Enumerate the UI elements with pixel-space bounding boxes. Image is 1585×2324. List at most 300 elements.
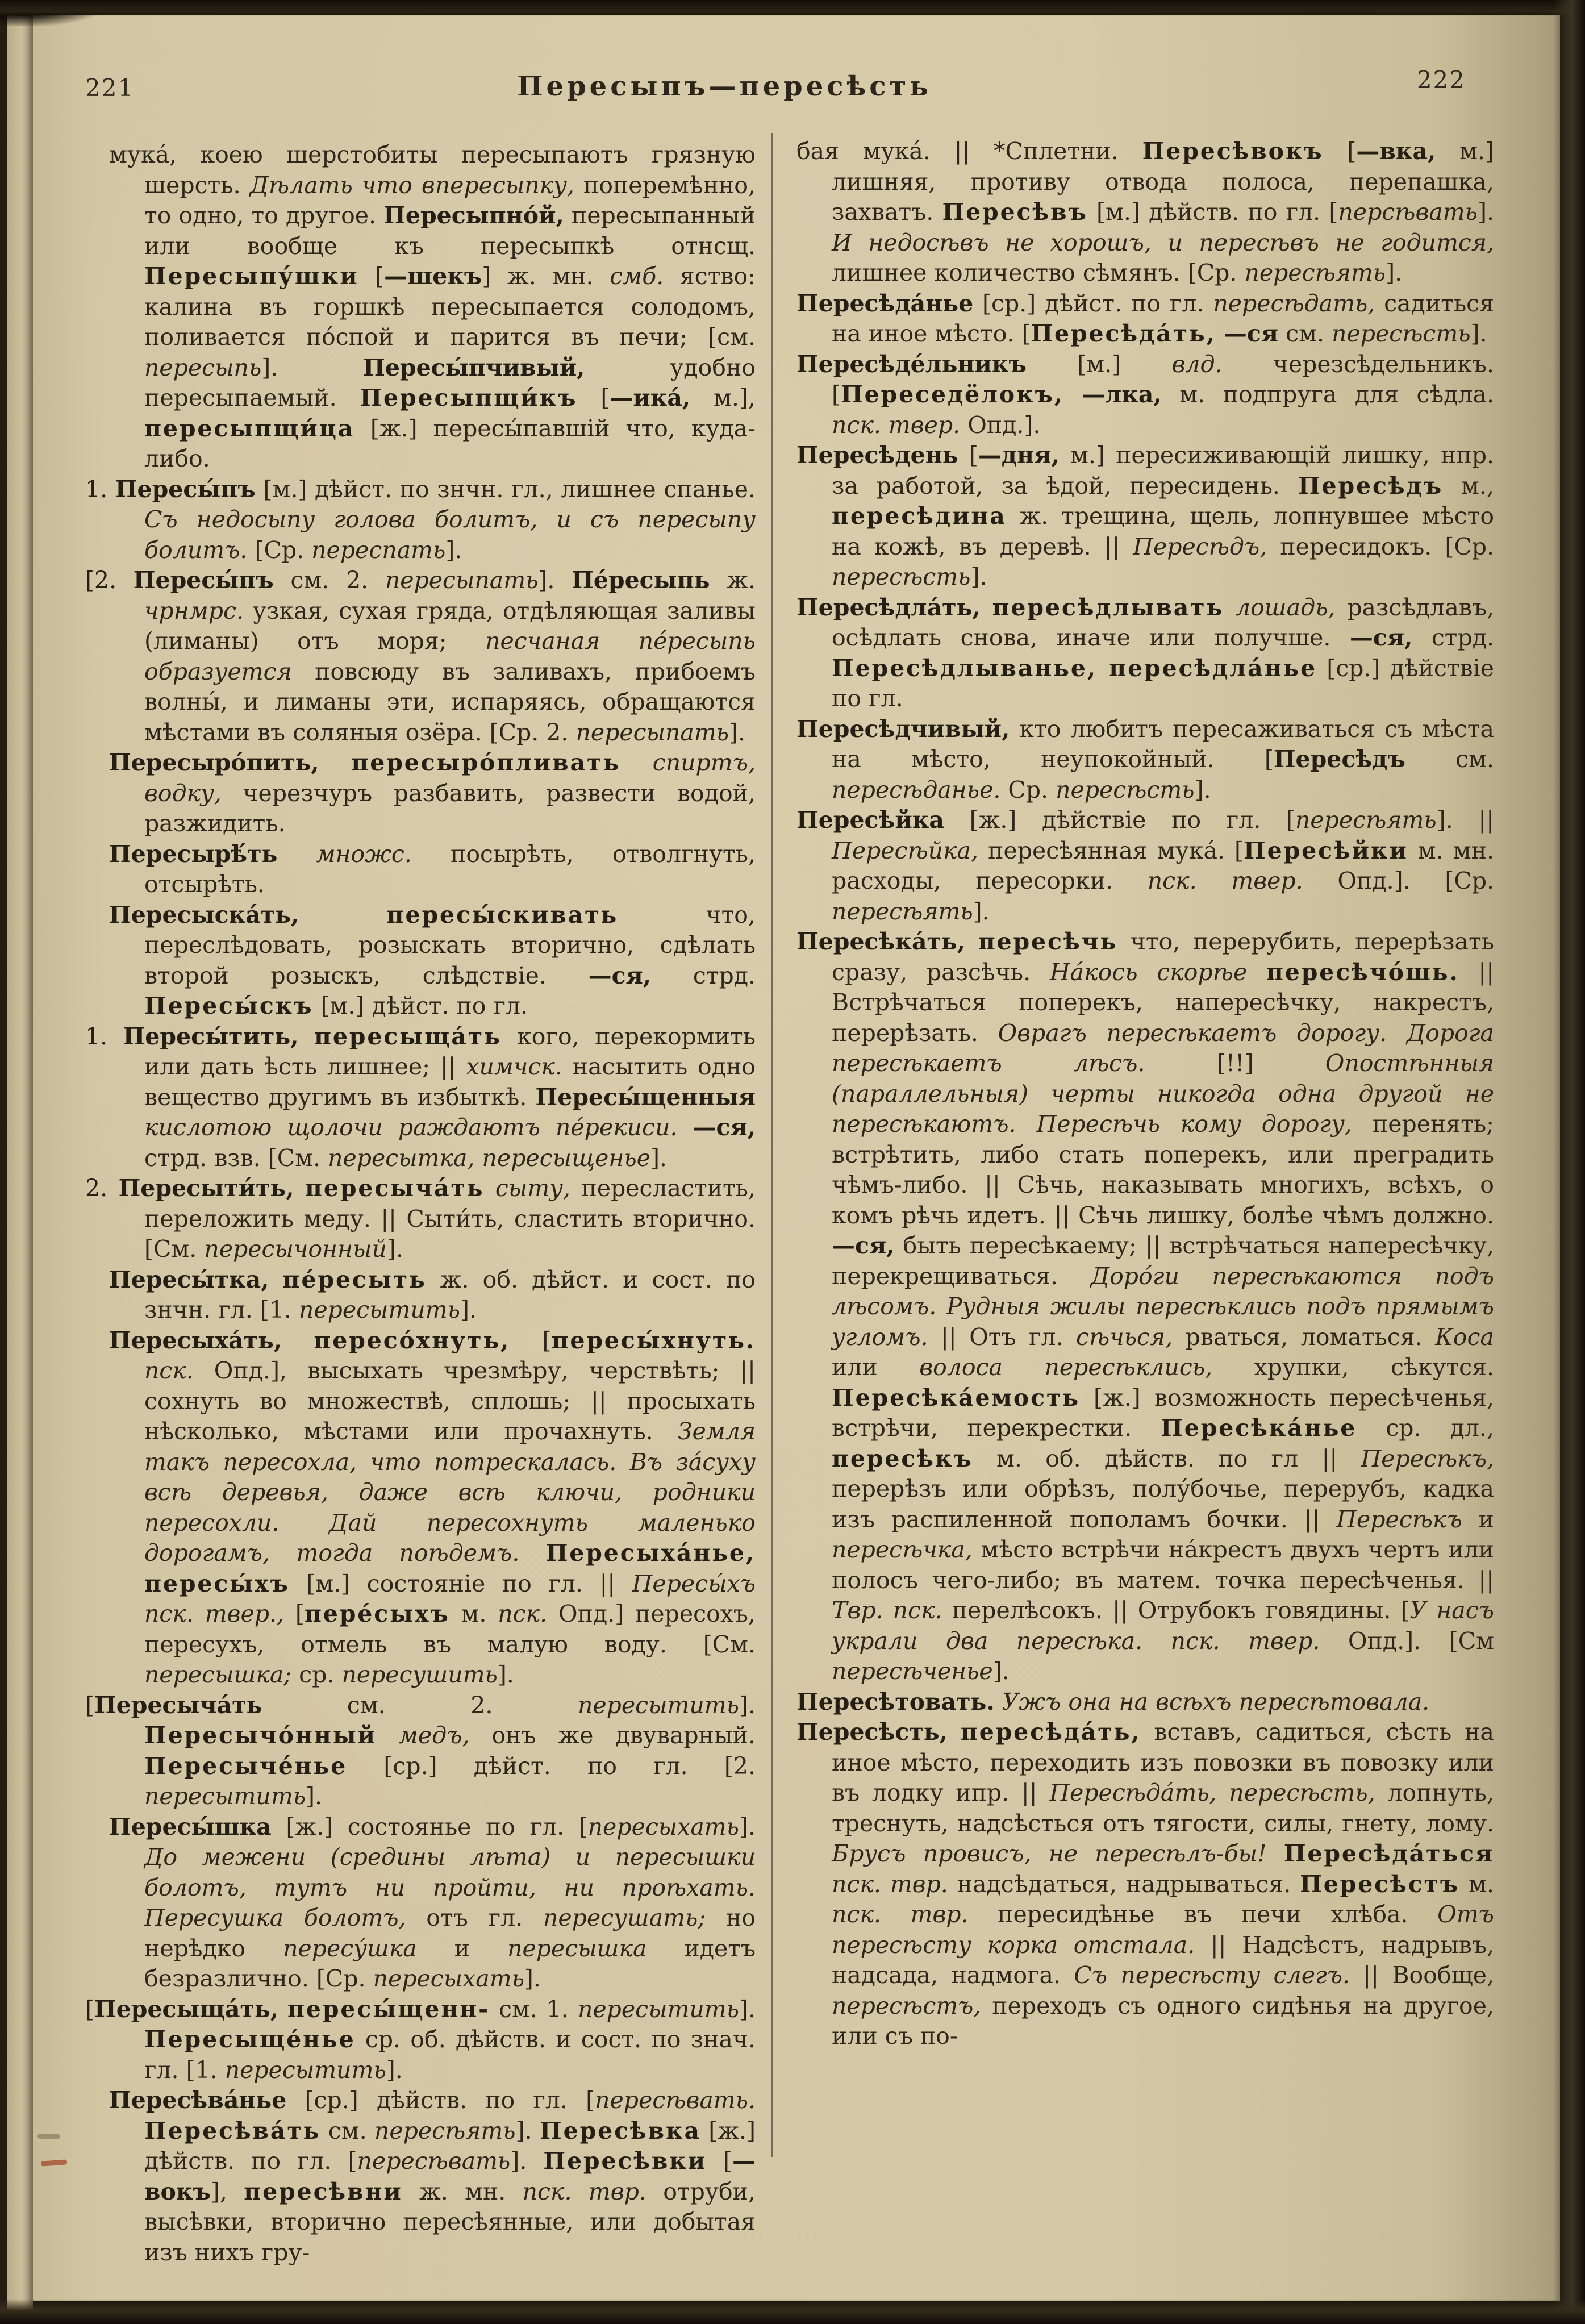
text-run: пересѣвать. xyxy=(595,2086,756,2114)
text-run: вставъ, садиться, сѣсть на иное мѣсто, переходить изъ повозки въ повозку или въ лодку ипр. || xyxy=(832,1718,1494,1806)
text-run: Опд.], высыхать чрезмѣру, черствѣть; || сохнуть во множествѣ, сплошь; || просыхать нѣсколько, мѣстами или прочахнуть. xyxy=(144,1357,756,1445)
text-run: множс. xyxy=(316,840,412,868)
text-run xyxy=(1142,1627,1171,1655)
text-run: песчаная пе́ресыпь образуется xyxy=(144,627,756,685)
text-run: узкая, сухая гряда, отдѣляющая заливы (лиманы) отъ моря; xyxy=(144,597,756,655)
text-run: Пересѣдъ xyxy=(1273,745,1405,773)
text-run: Пересѣдъ, xyxy=(1133,532,1267,560)
page-edge-bottom xyxy=(0,2299,1585,2324)
text-run: кислотою щолочи раждаютъ пе́рекиси. xyxy=(144,1114,678,1141)
text-run: [ xyxy=(1323,138,1357,165)
text-run: Пересы́пчивый, xyxy=(363,353,585,381)
text-run: —дня, xyxy=(978,442,1060,469)
pencil-smudge xyxy=(37,2134,60,2139)
text-run: идетъ безразлично. [Ср. xyxy=(144,1934,756,1992)
text-run: пересыпь xyxy=(144,353,262,381)
text-run: чрнмрс. xyxy=(144,597,244,624)
text-run: Дѣлать что впересыпку, xyxy=(249,171,574,199)
text-run: || Надсѣстъ, надрывъ, надсада, надмога. xyxy=(832,1931,1494,1989)
text-run: 1. xyxy=(85,475,115,503)
text-run: ]. || xyxy=(1436,806,1494,834)
text-run: пск. твр. xyxy=(522,2177,646,2205)
text-run: || Встрѣчаться поперекъ, напересѣчку, накрестъ, перерѣзать. xyxy=(832,958,1495,1047)
text-run: лишнее количество сѣмянъ. [Ср. xyxy=(832,259,1245,286)
text-run: пересѣчка, xyxy=(832,1536,973,1563)
text-run: [ж.] пересы́павшій что, куда-либо. xyxy=(144,414,756,472)
text-run: Пересѣвка xyxy=(540,2117,701,2144)
text-run: [ xyxy=(85,1995,94,2023)
text-run: Пересыпщи́къ xyxy=(360,384,578,411)
text-run: пересѣченье xyxy=(832,1657,993,1685)
dictionary-entry xyxy=(85,1994,756,2086)
text-run: [м.] xyxy=(1026,350,1172,378)
text-run: Пересы́скъ xyxy=(144,992,314,1019)
text-run: ]. xyxy=(497,1661,514,1688)
text-run xyxy=(484,1175,495,1202)
text-run: [ xyxy=(358,263,385,290)
text-run: пересѣстъ, xyxy=(832,1992,981,2019)
text-run: пересѣять xyxy=(832,897,973,925)
text-run: пересытить xyxy=(577,1995,739,2023)
text-run: Пересы́тка, xyxy=(109,1265,269,1293)
text-run: пересу́шка xyxy=(283,1934,417,1962)
dictionary-entry xyxy=(109,2085,756,2268)
text-run: [ж.] возможность пересѣченья, встрѣчи, перекрестки. xyxy=(832,1384,1494,1442)
text-run: ]. xyxy=(445,536,462,564)
text-run: хрупки, сѣкутся. xyxy=(1212,1353,1494,1381)
text-run: [2. xyxy=(85,567,134,594)
text-run: Пересѣвокъ xyxy=(1142,138,1324,165)
text-run: ]. xyxy=(970,563,987,590)
text-run: Пересѣстъ xyxy=(1300,1870,1460,1898)
text-run: кто любитъ пересаживаться съ мѣста на мѣсто, неупокойный. [ xyxy=(832,715,1494,773)
text-run: ср. дл., xyxy=(1357,1414,1494,1442)
text-run: Пересыро́пить, xyxy=(109,749,319,776)
text-run: Пересѣдень xyxy=(796,442,958,469)
text-run: ж. трещина, щель, лопнувшее мѣсто на кожѣ, въ деревѣ. || xyxy=(832,502,1494,560)
text-run: Пересѣдла́ть, xyxy=(796,593,981,621)
text-run: Пе́ресыпь xyxy=(572,567,710,594)
text-run: стрд. взв. [См. xyxy=(144,1144,328,1172)
text-column-right xyxy=(796,136,1494,2052)
text-run xyxy=(519,1539,545,1567)
text-run: [Ср. xyxy=(247,536,312,564)
text-run: Пересырѣ́ть xyxy=(109,840,278,868)
text-run: пере́сыхъ xyxy=(304,1600,450,1627)
text-run: ]. xyxy=(510,2147,544,2175)
text-run xyxy=(965,928,978,955)
text-run: Пересы́хъ пск. твер., xyxy=(144,1569,756,1627)
text-run: пересы́скивать xyxy=(386,901,619,928)
text-run: пересышка; xyxy=(144,1661,292,1688)
text-run: До межени (средины лѣта) и пересышки болотъ, тутъ ни пройти, ни проѣхать. Пересушка болотъ, xyxy=(144,1843,756,1931)
text-run: ]. xyxy=(386,2056,403,2084)
text-run: химчск. xyxy=(466,1053,562,1080)
text-run: Пересѣва́нье xyxy=(109,2086,287,2114)
text-run: Пересѣда́ться xyxy=(1283,1840,1494,1867)
text-run: Пересыти́ть, xyxy=(118,1175,294,1202)
text-run: сыту, xyxy=(495,1175,570,1202)
text-run: [ xyxy=(284,1600,305,1627)
text-run: что, переслѣдовать, розыскать вторично, сдѣлать второй розыскъ, слѣдствіе. xyxy=(144,901,756,989)
text-run: ]. xyxy=(261,353,364,381)
text-run: спиртъ, водку, xyxy=(144,749,756,807)
text-run: Пересѣвъ xyxy=(942,198,1088,226)
text-run: Пересѣде́льникъ xyxy=(796,350,1027,378)
text-run: персѣвать xyxy=(1338,198,1478,226)
text-run: повсюду въ заливахъ, прибоемъ волны́, и лиманы эти, испаряясь, обращаются мѣстами въ соляныя озёра. [Ср. 2. xyxy=(144,657,756,746)
text-run: Пересѣйки xyxy=(1244,836,1408,864)
text-run: —ся, xyxy=(588,961,652,989)
text-run: пересѣда́ть, xyxy=(960,1718,1141,1746)
text-run: Пересыска́ть, xyxy=(109,901,299,928)
text-run: Коса xyxy=(1435,1323,1494,1351)
text-run: лошадь, xyxy=(1236,593,1336,621)
text-run: отруби, высѣвки, вторично пересѣянные, или добытая изъ нихъ гру- xyxy=(144,2177,756,2266)
text-run: ]. xyxy=(1477,198,1494,226)
text-run: пересытить xyxy=(224,2056,386,2084)
text-run: [м.] дѣйст. по знчн. гл., лишнее спанье. xyxy=(255,475,756,503)
text-run xyxy=(269,1266,282,1293)
text-run: [ xyxy=(958,442,978,469)
text-run: [ср.] дѣйст. по гл. xyxy=(973,289,1213,317)
text-run xyxy=(995,1688,1002,1715)
page-number-right: 222 xyxy=(1416,66,1466,94)
text-run: удобно пересыпаемый. xyxy=(144,353,756,411)
text-run: ] ж. мн. xyxy=(482,263,610,290)
text-run: мука́, коею шерстобиты пересыпаютъ грязную шерсть. xyxy=(109,141,756,199)
dictionary-entry xyxy=(109,1265,756,1326)
text-run: Твр. пск. xyxy=(832,1597,942,1624)
text-run: Съ недосыпу голова болитъ, и съ пересыпу болитъ. xyxy=(144,506,756,564)
text-run: || Отъ гл. xyxy=(928,1323,1077,1351)
text-run: быть пересѣкаему; || встрѣчаться напересѣчку, перекрещиваться. xyxy=(832,1232,1494,1290)
text-run: ]. xyxy=(515,2117,540,2144)
text-run: м. подпруга для сѣдла. xyxy=(1161,381,1494,408)
text-run: Отъ пересѣсту корка отстала. xyxy=(832,1901,1494,1959)
text-run: Опостѣнныя (параллельныя) черты никогда одна другой не пересѣкаютъ. Пересѣчь кому дорогу, xyxy=(832,1049,1494,1138)
text-run xyxy=(1224,594,1236,621)
text-run: ж. мн. xyxy=(402,2177,523,2205)
text-run: м.] лишняя, противу отвода полоса, перепашка, захватъ. xyxy=(832,138,1495,226)
text-run xyxy=(1267,1840,1284,1867)
text-run: || Вообще, xyxy=(1350,1961,1494,1989)
text-run: кого, перекормить или дать ѣсть лишнее; || xyxy=(144,1022,756,1080)
text-run: пересѣсть xyxy=(1332,320,1471,347)
text-run: пересидокъ. [Ср. xyxy=(1267,532,1494,560)
text-run: Пересѣда́ть, xyxy=(1031,320,1216,347)
text-run: перерѣзъ или обрѣзъ, полу́бочье, перерубъ, кадка изъ распиленной пополамъ бочки. || xyxy=(832,1475,1494,1533)
text-run: ж. xyxy=(710,567,756,594)
text-run: Доро́ги пересѣкаются подъ лѣсомъ. Рудныя жилы пересѣклись подъ прямымъ угломъ. xyxy=(832,1262,1494,1351)
text-run: пск. твр. xyxy=(832,1901,969,1928)
text-run: пересы́хнуть. xyxy=(551,1326,756,1354)
text-run: [ж.] состоянье по гл. [ xyxy=(271,1813,588,1840)
text-run: Пересыпно́й, xyxy=(383,202,564,229)
text-run: надсѣдаться, надрываться. xyxy=(948,1870,1300,1898)
text-run: или xyxy=(832,1353,920,1381)
text-run: рваться, ломаться. xyxy=(1173,1323,1436,1351)
text-run: [м.] дѣйств. по гл. [ xyxy=(1087,198,1338,226)
text-run: бая мука́. || *Сплетни. xyxy=(796,138,1142,165)
text-run: Брусъ провисъ, не пересѣлъ-бы! xyxy=(832,1840,1267,1867)
text-run: поперемѣнно, то одно, то другое. xyxy=(144,171,756,229)
text-run: —ся xyxy=(1223,320,1279,347)
text-run: Пересѣдъ xyxy=(1298,472,1444,499)
text-run: ]. xyxy=(306,1782,323,1810)
text-run: отъ гл. xyxy=(406,1904,543,1931)
text-run: садиться на иное мѣсто. [ xyxy=(832,289,1494,347)
text-run: ]. xyxy=(1194,776,1211,803)
text-run: пересѣвни xyxy=(244,2177,403,2205)
text-run: пересѣять xyxy=(1295,806,1437,834)
text-run: пересушить xyxy=(341,1661,498,1688)
text-run xyxy=(1247,959,1266,986)
text-run: Пересыще́нье xyxy=(144,2026,356,2053)
text-run: [ xyxy=(577,384,610,411)
text-run xyxy=(277,840,316,868)
text-run: ]. xyxy=(992,1657,1010,1685)
text-run: пск. xyxy=(144,1357,194,1384)
text-run: Пересѣка́ть, xyxy=(796,928,966,955)
text-run: пересытить xyxy=(298,1296,460,1323)
text-run: Пересыща́ть, xyxy=(94,1995,279,2023)
running-title: Пересыпъ—пересѣсть xyxy=(517,70,932,102)
dictionary-entry xyxy=(85,1690,756,1812)
text-run: Земля такъ пересохла, что потрескалась. Въ за́суху всѣ деревья, даже всѣ ключи, родники пересохли. Дай пересохнуть маленько дорогамъ, тогда поѣдемъ. xyxy=(144,1418,756,1567)
text-run: Пересычо́нный xyxy=(144,1722,377,1749)
text-run: см. 2. xyxy=(262,1691,578,1719)
text-run: но нерѣдко xyxy=(144,1904,756,1962)
text-run: Пересѣка́емость xyxy=(832,1384,1080,1411)
text-run: пересыча́ть xyxy=(305,1175,485,1202)
text-run: Пересѣва́ть xyxy=(144,2117,321,2144)
text-run: сѣчься, xyxy=(1076,1323,1173,1351)
text-run: Пересыча́ть xyxy=(94,1691,262,1719)
text-run: пересытка, пересыщенье xyxy=(328,1144,650,1172)
text-run: Пересѣйка xyxy=(796,806,944,834)
text-run: Пересѣдлыванье, пересѣдла́нье xyxy=(832,654,1317,682)
text-column-left xyxy=(85,140,756,2268)
text-run: Пересы́пъ xyxy=(115,475,256,503)
text-run: [ж.] дѣйствіе по гл. [ xyxy=(944,806,1295,834)
text-run xyxy=(948,1718,961,1746)
text-run: ]. xyxy=(460,1296,477,1323)
text-run: м. xyxy=(449,1600,498,1627)
text-run: пересѣкъ xyxy=(832,1444,973,1472)
text-run: Пересѣдчивый, xyxy=(796,715,1010,743)
text-run: Переседёлокъ, xyxy=(841,381,1064,408)
text-run: Пересы́щенныя xyxy=(535,1083,756,1111)
text-run: ]. xyxy=(739,1995,756,2023)
text-run: [ xyxy=(85,1691,94,1719)
text-run: ж. об. дѣйст. и сост. по знчн. гл. [1. xyxy=(144,1265,756,1323)
text-run: Ужъ она на всѣхъ пересѣтовала. xyxy=(1002,1688,1430,1715)
text-run: пск. твер. xyxy=(1170,1627,1320,1655)
text-run: м. об. дѣйств. по гл || xyxy=(973,1444,1361,1472)
text-run: пересо́хнуть, xyxy=(314,1326,511,1354)
text-run: пересѣчо́шь. xyxy=(1266,958,1459,986)
text-run: м. мн. расходы, пересорки. xyxy=(832,836,1494,894)
text-run: Пересѣкъ xyxy=(1336,1505,1462,1533)
text-run: —ся, xyxy=(693,1114,756,1141)
dictionary-entry xyxy=(109,140,756,474)
text-run: см. 1. xyxy=(490,1995,578,2023)
text-run xyxy=(294,1175,305,1202)
text-run: ср. xyxy=(291,1661,342,1688)
text-run: м.], xyxy=(690,384,756,411)
text-run: мѣсто встрѣчи на́крестъ двухъ чертъ или полосъ чего-либо; въ матем. точка пересѣченья. || xyxy=(832,1536,1494,1594)
dictionary-entry xyxy=(796,1687,1494,1718)
text-run: пересѣвать xyxy=(357,2147,511,2175)
text-run: —вка, xyxy=(1356,138,1436,165)
text-run: Ср. xyxy=(1000,776,1056,803)
text-run: пересѣять xyxy=(374,2117,516,2144)
text-run: Пересыха́ть, xyxy=(109,1326,282,1354)
text-run: Пересы́тить, xyxy=(123,1022,299,1050)
text-run: 2. xyxy=(85,1175,119,1202)
text-run: пересычонный xyxy=(204,1235,387,1263)
text-run: ]. xyxy=(386,1235,403,1263)
text-run: ], xyxy=(210,2177,244,2205)
text-run: и xyxy=(1462,1505,1495,1533)
text-run: перелѣсокъ. || Отрубокъ говядины. [ xyxy=(942,1597,1410,1624)
text-run: И недосѣвъ не хорошъ, и пересѣвъ не годится, xyxy=(832,228,1494,256)
text-run: пересыща́ть xyxy=(314,1022,502,1050)
text-run: пересыпщи́ца xyxy=(144,414,355,442)
text-run: —шекъ xyxy=(384,263,482,290)
text-run: пск. твер. xyxy=(832,411,961,439)
text-run: Пересѣтовать. xyxy=(796,1688,995,1715)
text-run: ]. xyxy=(538,567,572,594)
column-divider-rule xyxy=(771,133,773,2157)
dictionary-entry xyxy=(796,289,1494,349)
text-run: Опд.] пересохъ, пересухъ, отмель въ малую воду. [См. xyxy=(144,1600,756,1658)
text-run xyxy=(677,1114,693,1141)
text-run: м. xyxy=(1459,1870,1494,1898)
text-run: пересѣять xyxy=(1244,259,1386,286)
dictionary-entry xyxy=(796,714,1494,806)
text-run: —ся, xyxy=(832,1232,895,1259)
dictionary-entry xyxy=(85,474,756,566)
text-run: и xyxy=(416,1934,508,1962)
text-run: пересыпать xyxy=(385,567,539,594)
text-run: пересѣдина xyxy=(832,502,1007,530)
text-run xyxy=(299,901,386,928)
text-run: пересѣянная мука́. [ xyxy=(978,836,1244,864)
text-run: пересѣчь xyxy=(978,928,1118,955)
text-run: Оврагъ пересѣкаетъ дорогу. Дорога пересѣкаетъ лѣсъ. xyxy=(832,1019,1494,1077)
page-header xyxy=(85,66,1477,106)
text-run: [ср.] дѣйствіе по гл. xyxy=(832,654,1494,712)
text-run xyxy=(981,594,992,621)
text-run: м., xyxy=(1443,472,1494,499)
text-run: стрд. xyxy=(651,961,756,989)
text-run: [ср.] дѣйст. по гл. [2. xyxy=(347,1752,756,1780)
text-run xyxy=(319,749,352,776)
text-run: —ика́, xyxy=(610,384,691,411)
adjacent-page-edge xyxy=(7,0,33,2324)
dictionary-entry xyxy=(796,136,1494,289)
text-run: насытить одно вещество другимъ въ избыткѣ. xyxy=(144,1053,756,1111)
text-run: У насъ украли два пересѣка. xyxy=(832,1597,1495,1655)
text-run: ]. xyxy=(1386,259,1403,286)
text-run: —ся, xyxy=(1349,624,1413,651)
text-run: что, перерубить, перерѣзать сразу, разсѣчь. xyxy=(832,928,1494,986)
text-run: Пересы́пъ xyxy=(133,567,274,594)
text-run: переспать xyxy=(311,536,446,564)
text-run: пересѣдать, xyxy=(1213,289,1375,317)
text-run: ]. xyxy=(650,1144,667,1172)
text-run: —вокъ xyxy=(144,2147,756,2205)
dictionary-entry xyxy=(85,565,756,748)
text-run: пск. твр. xyxy=(832,1870,948,1898)
text-run: см. xyxy=(1405,745,1494,773)
text-run: яство: калина въ горшкѣ пересыпается солодомъ, поливается по́спой и парится въ печи; [см. xyxy=(144,263,756,351)
text-run: пересы́щенн- xyxy=(287,1995,490,2023)
text-run: [ xyxy=(707,2147,733,2175)
text-run: медъ, xyxy=(398,1722,470,1749)
text-run: пересыхать xyxy=(587,1813,739,1840)
text-run: ]. xyxy=(973,897,990,925)
dictionary-entry xyxy=(796,1717,1494,2052)
text-run xyxy=(282,1327,314,1354)
text-run: [ср.] дѣйств. по гл. [ xyxy=(286,2086,595,2114)
text-run: пересѣсть xyxy=(1056,776,1195,803)
text-run: ср. об. дѣйств. и сост. по знач. гл. [1. xyxy=(144,2026,756,2084)
dictionary-entry xyxy=(85,1022,756,1174)
text-run: перенять; встрѣтить, либо стать поперекъ, или преградить чѣмъ-либо. || Сѣчь, наказывать многихъ, всѣхъ, о комъ рѣчь идетъ. || Сѣчь лишку, болѣе чѣмъ должно. xyxy=(832,1110,1494,1229)
text-run: м.] пересиживающій лишку, нпр. за работой, за ѣдой, пересидень. xyxy=(832,442,1494,499)
page-number-left: 221 xyxy=(85,74,135,102)
text-run: пересидѣнье въ печи хлѣба. xyxy=(968,1901,1438,1928)
text-run: пересѣдлывать xyxy=(992,593,1224,621)
dictionary-entry xyxy=(109,900,756,1022)
text-run: лопнуть, треснуть, надсѣсться отъ тягости, силы, гнету, лому. xyxy=(832,1779,1494,1837)
text-run: пе́ресыть xyxy=(282,1265,427,1293)
text-run: Пересѣкъ, xyxy=(1361,1444,1494,1472)
text-run: [ж.] дѣйств. по гл. [ xyxy=(144,2117,756,2175)
text-run: Съ пересѣсту слегъ. xyxy=(1074,1961,1350,1989)
text-run: пересытить xyxy=(144,1782,306,1810)
text-run: пересѣданье. xyxy=(832,776,1001,803)
text-run: [м.] состояніе по гл. || xyxy=(289,1569,632,1597)
text-run: Пересѣда́нье xyxy=(796,289,974,317)
dictionary-entry xyxy=(109,1326,756,1690)
text-run: пересушать; xyxy=(543,1904,706,1931)
text-run xyxy=(1216,320,1224,347)
dictionary-entry xyxy=(109,748,756,839)
text-run: Пересѣсть, xyxy=(796,1718,948,1746)
text-run xyxy=(278,1996,287,2023)
text-run: пересыро́пливать xyxy=(351,749,620,776)
text-run: ]. xyxy=(739,1813,756,1840)
text-run: разсѣдлавъ, осѣдлать снова, иначе или получше. xyxy=(832,593,1494,651)
text-run: пересышка xyxy=(507,1934,647,1962)
text-run: пск. твер. xyxy=(1147,867,1303,894)
text-run: Пересѣка́нье xyxy=(1161,1414,1357,1442)
text-run: влд. xyxy=(1171,350,1223,378)
text-run: волоса пересѣклись, xyxy=(919,1353,1213,1381)
text-run xyxy=(1064,381,1082,408)
page-edge-right xyxy=(1553,0,1585,2324)
text-run: [!!] xyxy=(1145,1049,1325,1077)
text-run: Пересѣвки xyxy=(543,2147,707,2175)
dictionary-entry xyxy=(109,1812,756,1994)
text-run: Опд.]. xyxy=(960,411,1041,439)
text-run: пересыхать xyxy=(373,1965,524,1992)
text-run: ]. xyxy=(729,718,746,746)
